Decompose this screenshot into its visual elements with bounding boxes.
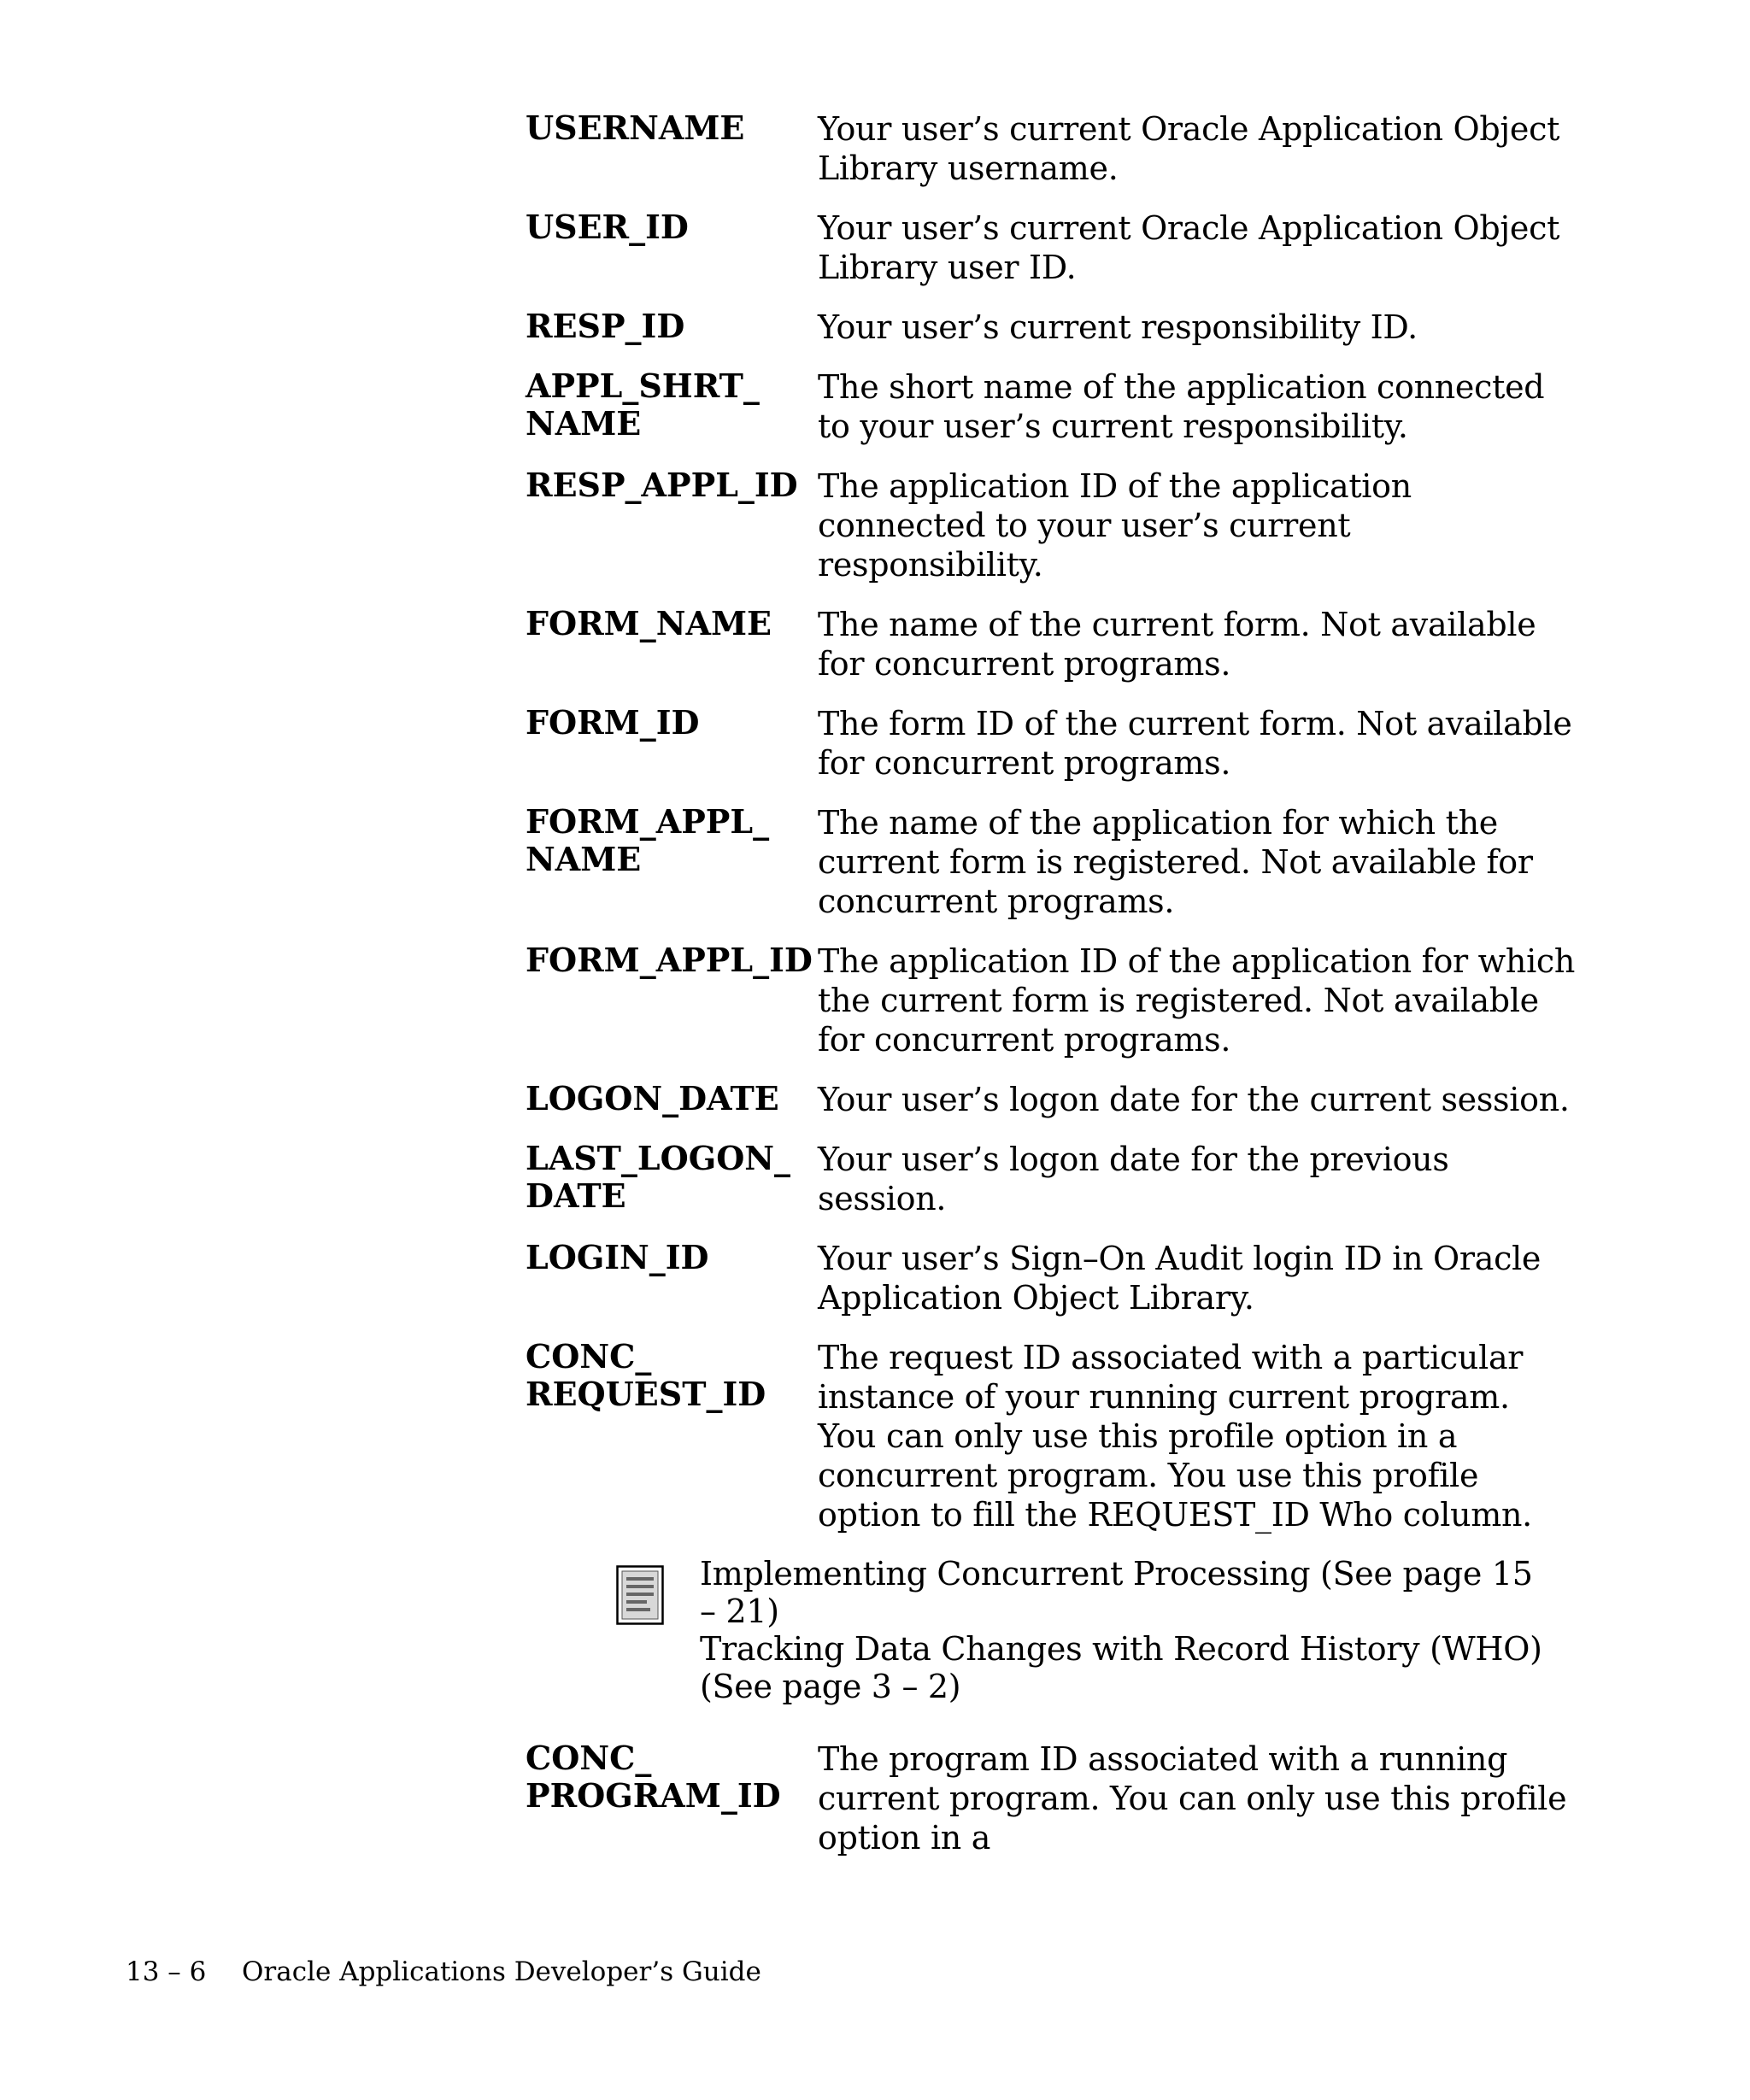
- term-form-appl-name: FORM_APPL_ NAME: [526, 802, 770, 878]
- definition-row: [526, 109, 1577, 188]
- term-user-id: USER_ID: [526, 208, 689, 246]
- term-conc-request-id: CONC_ REQUEST_ID: [526, 1337, 766, 1413]
- definition-row: [526, 1739, 1577, 1857]
- definition-row: [526, 941, 1577, 1059]
- description: Your user’s current Oracle Application Object Library username.: [818, 110, 1560, 187]
- page-footer: [126, 1956, 761, 1987]
- definition-row: [526, 704, 1577, 783]
- definition-row: [526, 1338, 1577, 1534]
- book-title: Oracle Applications Developer’s Guide: [242, 1956, 761, 1987]
- term-resp-id: RESP_ID: [526, 307, 685, 345]
- page-number: 13 – 6: [126, 1956, 207, 1987]
- definition-row: [526, 208, 1577, 287]
- description: The form ID of the current form. Not available for concurrent programs.: [818, 705, 1572, 782]
- term-resp-appl-id: RESP_APPL_ID: [526, 466, 798, 504]
- description: The program ID associated with a running current program. You can only use this profile option in a: [818, 1740, 1567, 1857]
- term-last-logon-date: LAST_LOGON_ DATE: [526, 1139, 791, 1215]
- definition-row: [526, 367, 1577, 446]
- definition-row: [526, 1080, 1577, 1119]
- definition-list: [526, 109, 1577, 1878]
- description: Your user’s Sign–On Audit login ID in Oracle Application Object Library.: [818, 1240, 1542, 1317]
- term-logon-date: LOGON_DATE: [526, 1079, 779, 1117]
- description: Your user’s current Oracle Application Object Library user ID.: [818, 209, 1560, 286]
- term-form-name: FORM_NAME: [526, 604, 772, 642]
- definition-row: [526, 605, 1577, 683]
- description: Your user’s logon date for the current session.: [818, 1081, 1570, 1118]
- description: The short name of the application connected to your user’s current responsibility.: [818, 368, 1545, 445]
- term-form-appl-id: FORM_APPL_ID: [526, 941, 813, 979]
- term-conc-program-id: CONC_ PROGRAM_ID: [526, 1739, 781, 1815]
- term-appl-shrt-name: APPL_SHRT_ NAME: [526, 367, 760, 443]
- note-links: [700, 1555, 1554, 1705]
- see-also-note: [526, 1555, 1577, 1705]
- description: The application ID of the application for which the current form is registered. Not available for concurrent programs.: [818, 942, 1576, 1059]
- definition-row: [526, 308, 1577, 347]
- description: The name of the current form. Not available for concurrent programs.: [818, 606, 1536, 683]
- term-login-id: LOGIN_ID: [526, 1238, 709, 1276]
- description: The name of the application for which the current form is registered. Not available for concurrent programs.: [818, 804, 1533, 920]
- document-note-icon: [616, 1565, 664, 1625]
- description: The application ID of the application connected to your user’s current responsibility.: [818, 467, 1412, 584]
- definition-row: [526, 466, 1577, 584]
- description: Your user’s current responsibility ID.: [818, 308, 1418, 346]
- definition-row: [526, 1239, 1577, 1317]
- description: Your user’s logon date for the previous session.: [818, 1141, 1449, 1217]
- term-username: USERNAME: [526, 109, 745, 147]
- link-tracking-data-changes[interactable]: Tracking Data Changes with Record History (WHO) (See page 3 – 2): [700, 1630, 1542, 1705]
- term-form-id: FORM_ID: [526, 703, 700, 742]
- definition-row: [526, 1140, 1577, 1218]
- link-implementing-concurrent-processing[interactable]: Implementing Concurrent Processing (See page 15 – 21): [700, 1555, 1533, 1630]
- definition-row: [526, 803, 1577, 921]
- description: The request ID associated with a particular instance of your running current program. You can only use this profile option in a concurrent program. You use this profile option to fill the REQUEST_ID Who column.: [818, 1339, 1532, 1534]
